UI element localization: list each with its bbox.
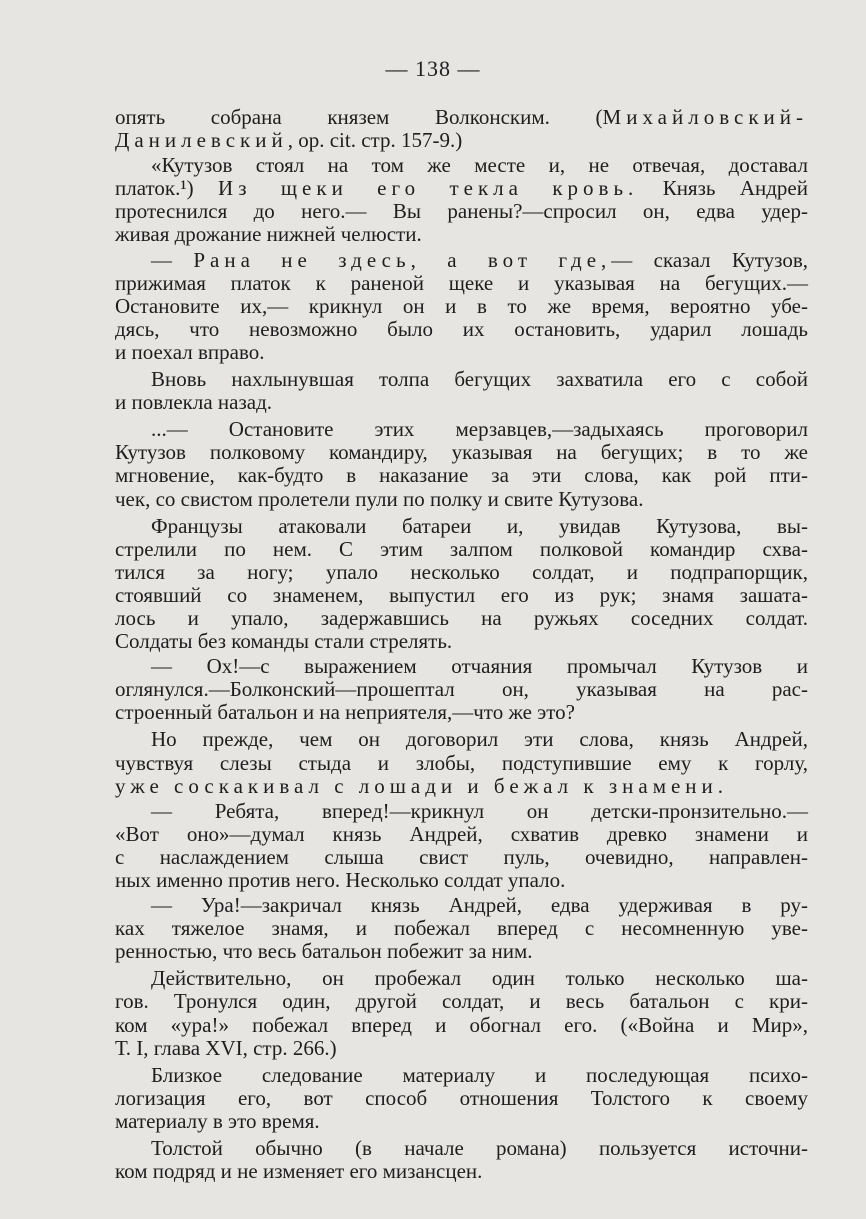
- text-line: [115, 368, 808, 391]
- paragraph: [115, 368, 808, 414]
- text-segment: чувствуя слезы стыда и злобы, подступившие ему к горлу,: [115, 750, 808, 775]
- text-line: [115, 1064, 808, 1087]
- text-line: [115, 249, 808, 272]
- text-line: [115, 200, 808, 223]
- text-segment: ренностью, что весь батальон побежит за ним.: [115, 939, 533, 964]
- text-line: [115, 1110, 808, 1133]
- spaced-emphasis-text: Михайловский-: [602, 105, 808, 129]
- text-segment: логизация его, вот способ отношения Толстого к своему: [115, 1085, 808, 1110]
- paragraph: [115, 515, 808, 654]
- text-segment: с наслаждением слыша свист пуль, очевидно, направлен-: [115, 844, 808, 869]
- text-segment: ком «ура!» побежал вперед и обогнал его. («Война и Мир»,: [115, 1012, 808, 1037]
- text-line: [115, 869, 808, 892]
- text-segment: Князь Андрей: [638, 176, 808, 201]
- text-line: [115, 1160, 808, 1183]
- text-segment: и поехал вправо.: [115, 339, 265, 364]
- text-line: [115, 341, 808, 364]
- text-segment: гов. Тронулся один, другой солдат, и весь батальон с кри-: [115, 989, 808, 1014]
- text-segment: Остановите их,— крикнул он и в то же время, вероятно убе-: [115, 293, 808, 318]
- text-segment: протеснился до него.— Вы ранены?—спросил он, едва удер-: [115, 199, 808, 224]
- text-segment: ках тяжелое знамя, и побежал вперед с несомненную уве-: [115, 916, 808, 941]
- text-line: [115, 990, 808, 1013]
- spaced-emphasis-text: Данилевский: [115, 128, 288, 153]
- paragraph: [115, 894, 808, 963]
- text-line: [115, 1137, 808, 1160]
- text-segment: Солдаты без команды стали стрелять.: [115, 629, 453, 654]
- text-segment: — Ура!—закричал князь Андрей, едва удерживая в ру-: [151, 893, 808, 918]
- text-segment: стрелили по нем. С этим залпом полковой командир схва-: [115, 536, 808, 561]
- paragraph: [115, 154, 808, 246]
- text-segment: ком подряд и не изменяет его мизансцен.: [115, 1159, 483, 1184]
- text-segment: ...— Остановите этих мерзавцев,—задыхаясь проговорил: [151, 417, 808, 442]
- text-segment: Кутузов полковому командиру, указывая на бегущих; в то же: [115, 440, 808, 465]
- text-segment: чек, со свистом пролетели пули по полку и свите Кутузова.: [115, 486, 644, 511]
- text-line: [115, 538, 808, 561]
- paragraph: [115, 800, 808, 892]
- text-line: [115, 967, 808, 990]
- text-line: [115, 515, 808, 538]
- text-line: [115, 129, 808, 152]
- paragraph: [115, 728, 808, 797]
- spaced-emphasis-text: уже соскакивал с лошади и бежал к знамени.: [115, 773, 729, 798]
- text-segment: лось и упало, задержавшись на ружьях соседних солдат.: [115, 605, 808, 630]
- text-segment: — Ребята, вперед!—крикнул он детски-пронзительно.—: [151, 798, 808, 823]
- text-segment: — сказал Кутузов,: [611, 247, 808, 272]
- text-segment: стоявший со знаменем, выпустил его из рук; знамя зашата-: [115, 582, 808, 607]
- text-line: [115, 441, 808, 464]
- text-line: [115, 701, 808, 724]
- text-line: [115, 630, 808, 653]
- text-segment: Действительно, он пробежал один только несколько ша-: [151, 966, 808, 991]
- text-line: [115, 584, 808, 607]
- text-segment: опять собрана князем Волконским. (: [115, 105, 603, 129]
- paragraph: [115, 967, 808, 1059]
- text-line: [115, 223, 808, 246]
- text-segment: Т. I, глава XVI, стр. 266.): [115, 1035, 337, 1060]
- spaced-emphasis-text: Из щеки его текла кровь.: [218, 176, 639, 201]
- text-line: [115, 800, 808, 823]
- text-line: [115, 678, 808, 701]
- text-line: [115, 318, 808, 341]
- text-line: [115, 1037, 808, 1060]
- text-line: [115, 391, 808, 414]
- page-number: — 138 —: [385, 56, 481, 81]
- text-line: [115, 846, 808, 869]
- text-line: [115, 940, 808, 963]
- text-line: [115, 106, 808, 129]
- text-segment: «Вот оно»—думал князь Андрей, схватив древко знамени и: [115, 821, 808, 846]
- text-segment: оглянулся.—Болконский—прошептал он, указывая на рас-: [115, 677, 808, 702]
- paragraph: [115, 418, 808, 510]
- text-segment: Близкое следование материалу и последующая психо-: [151, 1062, 808, 1087]
- text-line: [115, 418, 808, 441]
- text-line: [115, 272, 808, 295]
- text-line: [115, 154, 808, 177]
- text-segment: живая дрожание нижней челюсти.: [115, 222, 422, 247]
- text-line: [115, 752, 808, 775]
- text-segment: платок.¹): [115, 176, 219, 201]
- paragraph: [115, 249, 808, 364]
- paragraph: [115, 655, 808, 724]
- text-segment: прижимая платок к раненой щеке и указывая на бегущих.—: [115, 270, 808, 295]
- text-segment: материалу в это время.: [115, 1108, 320, 1133]
- text-segment: Французы атаковали батареи и, увидав Кутузова, вы-: [151, 513, 808, 538]
- text-line: [115, 488, 808, 511]
- text-segment: Но прежде, чем он договорил эти слова, князь Андрей,: [151, 727, 808, 752]
- text-line: [115, 177, 808, 200]
- text-segment: «Кутузов стоял на том же месте и, не отвечая, доставал: [151, 153, 808, 178]
- text-segment: дясь, что невозможно было их остановить, ударил лошадь: [115, 316, 808, 341]
- paragraph: [115, 1137, 808, 1183]
- text-line: [115, 775, 808, 798]
- text-segment: — Ох!—с выражением отчаяния промычал Кутузов и: [151, 654, 808, 679]
- text-line: [115, 1087, 808, 1110]
- text-line: [115, 607, 808, 630]
- text-line: [115, 894, 808, 917]
- text-segment: мгновение, как-будто в наказание за эти слова, как рой пти-: [115, 463, 808, 488]
- text-line: [115, 561, 808, 584]
- text-segment: тился за ногу; упало несколько солдат, и подпрапорщик,: [115, 559, 808, 584]
- text-segment: —: [151, 247, 194, 272]
- text-line: [115, 295, 808, 318]
- text-line: [115, 728, 808, 751]
- paragraph: [115, 106, 808, 152]
- text-line: [115, 464, 808, 487]
- text-segment: строенный батальон и на неприятеля,—что же это?: [115, 700, 575, 725]
- text-segment: , op. cit. стр. 157-9.): [287, 128, 463, 153]
- text-segment: и повлекла назад.: [115, 390, 273, 415]
- text-line: [115, 917, 808, 940]
- text-line: [115, 655, 808, 678]
- paragraph: [115, 1064, 808, 1133]
- text-segment: ных именно против него. Несколько солдат упало.: [115, 868, 566, 892]
- text-line: [115, 823, 808, 846]
- text-line: [115, 1014, 808, 1037]
- text-segment: Толстой обычно (в начале романа) пользуется источни-: [151, 1136, 808, 1161]
- body-text: [115, 106, 808, 1185]
- spaced-emphasis-text: Рана не здесь, а вот где,: [193, 247, 612, 272]
- text-segment: Вновь нахлынувшая толпа бегущих захватила его с собой: [151, 367, 808, 392]
